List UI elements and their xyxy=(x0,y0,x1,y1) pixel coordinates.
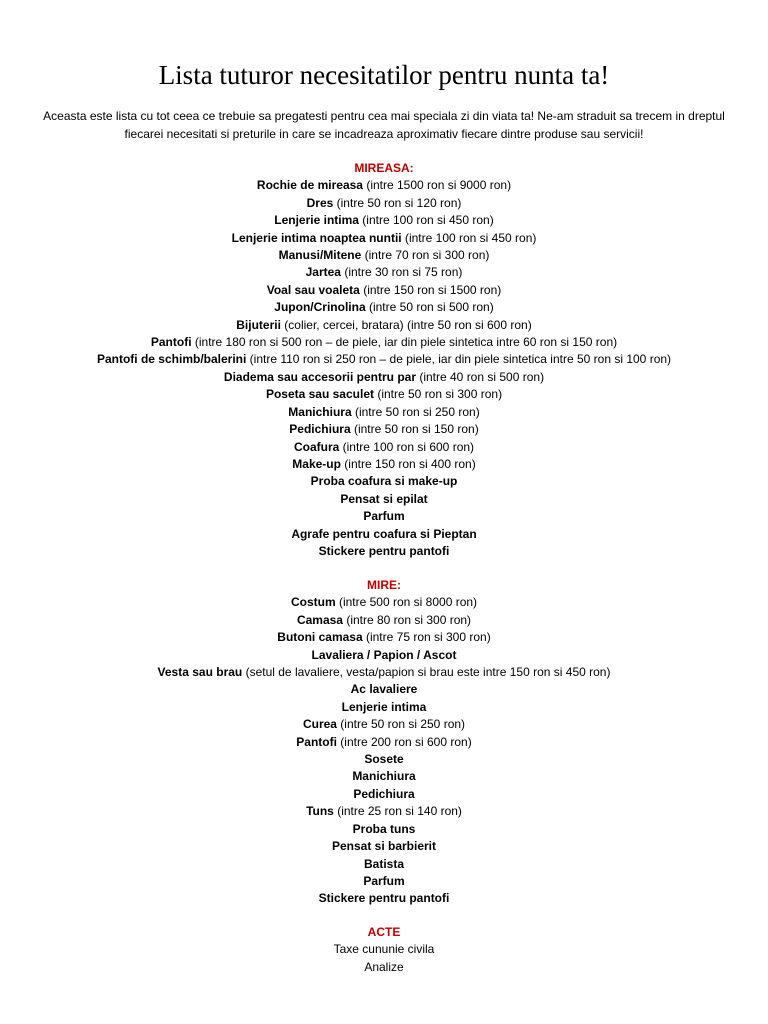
item-name: Butoni camasa xyxy=(277,630,363,645)
item-name: Pantofi xyxy=(296,734,337,749)
list-item xyxy=(0,647,768,664)
item-name: Pedichiura xyxy=(353,786,415,801)
list-item xyxy=(0,264,768,281)
item-name: Batista xyxy=(363,856,404,871)
item-detail: (intre 50 ron si 250 ron) xyxy=(336,717,466,732)
list-item xyxy=(0,890,768,907)
item-name: Pensat si barbierit xyxy=(331,839,437,854)
list-item xyxy=(0,803,768,820)
list-item xyxy=(0,334,768,351)
item-name: Camasa xyxy=(296,612,343,627)
item-name: Agrafe pentru coafura si Pieptan xyxy=(291,526,477,541)
item-name: Manichiura xyxy=(352,769,416,784)
item-detail: (intre 180 ron si 500 ron – de piele, iar din piele sintetica intre 60 ron si 150 ron) xyxy=(191,335,618,350)
item-name: Vesta sau brau xyxy=(157,665,243,680)
item-detail: (intre 80 ron si 300 ron) xyxy=(342,612,472,627)
item-name: Dres xyxy=(306,195,334,210)
intro-paragraph: Aceasta este lista cu tot ceea ce trebuie sa pregatesti pentru cea mai speciala zi din viata ta! Ne-am straduit sa trecem in dreptul fiecarei necesitati si preturile in care se incadreaza aproximativ fiecare dintre produse sau servicii! xyxy=(43,109,725,141)
item-detail: Analize xyxy=(364,959,404,974)
list-item xyxy=(0,734,768,751)
list-item xyxy=(0,230,768,247)
item-name: Manusi/Mitene xyxy=(278,248,362,263)
item-name: Diadema sau accesorii pentru par xyxy=(223,369,416,384)
list-item xyxy=(0,195,768,212)
item-name: Tuns xyxy=(306,804,334,819)
item-detail: (setul de lavaliere, vesta/papion si brau este intre 150 ron si 450 ron) xyxy=(242,665,611,680)
item-name: Pedichiura xyxy=(289,422,351,437)
item-detail: (intre 70 ron si 300 ron) xyxy=(361,248,490,263)
list-item xyxy=(0,751,768,768)
list-item xyxy=(0,456,768,473)
list-item xyxy=(0,421,768,438)
list-item xyxy=(0,941,768,958)
item-detail: (colier, cercei, bratara) (intre 50 ron si 600 ron) xyxy=(280,317,532,332)
page-title: Lista tuturor necesitatilor pentru nunta ta! xyxy=(158,60,610,90)
item-detail: (intre 100 ron si 450 ron) xyxy=(401,230,537,245)
list-item xyxy=(0,959,768,976)
list-item xyxy=(0,369,768,386)
item-detail: (intre 50 ron si 300 ron) xyxy=(374,387,503,402)
item-name: Lenjerie intima xyxy=(274,213,359,228)
item-detail: (intre 50 ron si 150 ron) xyxy=(350,422,479,437)
item-detail: (intre 150 ron si 1500 ron) xyxy=(359,282,502,297)
list-item xyxy=(0,212,768,229)
item-detail: (intre 50 ron si 250 ron) xyxy=(351,404,480,419)
list-item xyxy=(0,299,768,316)
item-name: Ac lavaliere xyxy=(350,682,418,697)
list-item xyxy=(0,594,768,611)
item-detail: (intre 100 ron si 600 ron) xyxy=(339,439,475,454)
list-item xyxy=(0,838,768,855)
list-item xyxy=(0,612,768,629)
item-name: Bijuterii xyxy=(236,317,281,332)
item-detail: (intre 25 ron si 140 ron) xyxy=(333,804,462,819)
item-name: Costum xyxy=(290,595,336,610)
list-item xyxy=(0,351,768,368)
item-name: Lenjerie intima xyxy=(341,699,427,714)
item-name: Parfum xyxy=(363,873,405,888)
item-detail: Taxe cununie civila xyxy=(333,942,435,957)
item-detail: (intre 150 ron si 400 ron) xyxy=(340,456,476,471)
item-name: Make-up xyxy=(292,456,341,471)
item-detail: (intre 100 ron si 450 ron) xyxy=(358,213,494,228)
item-name: Proba coafura si make-up xyxy=(310,474,458,489)
list-item xyxy=(0,768,768,785)
list-item xyxy=(0,386,768,403)
item-detail: (intre 1500 ron si 9000 ron) xyxy=(362,178,512,193)
item-name: Stickere pentru pantofi xyxy=(318,543,450,558)
list-item xyxy=(0,629,768,646)
list-item xyxy=(0,873,768,890)
list-item xyxy=(0,526,768,543)
list-item xyxy=(0,491,768,508)
section-mireasa xyxy=(0,160,768,560)
item-detail: (intre 50 ron si 500 ron) xyxy=(365,300,494,315)
list-item xyxy=(0,317,768,334)
item-name: Proba tuns xyxy=(352,821,416,836)
item-name: Rochie de mireasa xyxy=(256,178,363,193)
item-name: Stickere pentru pantofi xyxy=(318,891,450,906)
item-name: Pantofi xyxy=(150,335,192,350)
item-name: Coafura xyxy=(293,439,340,454)
item-detail: (intre 75 ron si 300 ron) xyxy=(362,630,491,645)
list-item xyxy=(0,681,768,698)
section-heading: MIRE: xyxy=(367,578,401,592)
list-item xyxy=(0,786,768,803)
list-item xyxy=(0,247,768,264)
item-detail: (intre 40 ron si 500 ron) xyxy=(416,369,545,384)
item-name: Lenjerie intima noaptea nuntii xyxy=(231,230,402,245)
item-detail: (intre 110 ron si 250 ron – de piele, iar din piele sintetica intre 50 ron si 100 ron) xyxy=(246,352,672,367)
list-item xyxy=(0,439,768,456)
item-name: Parfum xyxy=(363,509,405,524)
list-item xyxy=(0,473,768,490)
item-detail: (intre 200 ron si 600 ron) xyxy=(336,734,472,749)
item-detail: (intre 50 ron si 120 ron) xyxy=(333,195,462,210)
item-name: Voal sau voaleta xyxy=(266,282,360,297)
list-item xyxy=(0,543,768,560)
list-item xyxy=(0,821,768,838)
item-name: Poseta sau saculet xyxy=(265,387,374,402)
item-name: Pantofi de schimb/balerini xyxy=(96,352,247,367)
item-name: Jupon/Crinolina xyxy=(274,300,366,315)
item-name: Sosete xyxy=(364,752,404,767)
item-name: Jartea xyxy=(305,265,341,280)
list-item xyxy=(0,664,768,681)
section-mire xyxy=(0,577,768,908)
list-item xyxy=(0,282,768,299)
list-item xyxy=(0,699,768,716)
list-item xyxy=(0,716,768,733)
item-name: Manichiura xyxy=(288,404,352,419)
item-name: Curea xyxy=(302,717,337,732)
section-heading: MIREASA: xyxy=(354,161,414,175)
list-item xyxy=(0,856,768,873)
section-acte xyxy=(0,924,768,976)
list-item xyxy=(0,404,768,421)
item-detail: (intre 500 ron si 8000 ron) xyxy=(335,595,478,610)
item-detail: (intre 30 ron si 75 ron) xyxy=(340,265,463,280)
section-heading: ACTE xyxy=(367,925,401,939)
item-name: Lavaliera / Papion / Ascot xyxy=(311,647,457,662)
list-item xyxy=(0,508,768,525)
item-name: Pensat si epilat xyxy=(340,491,428,506)
list-item xyxy=(0,177,768,194)
